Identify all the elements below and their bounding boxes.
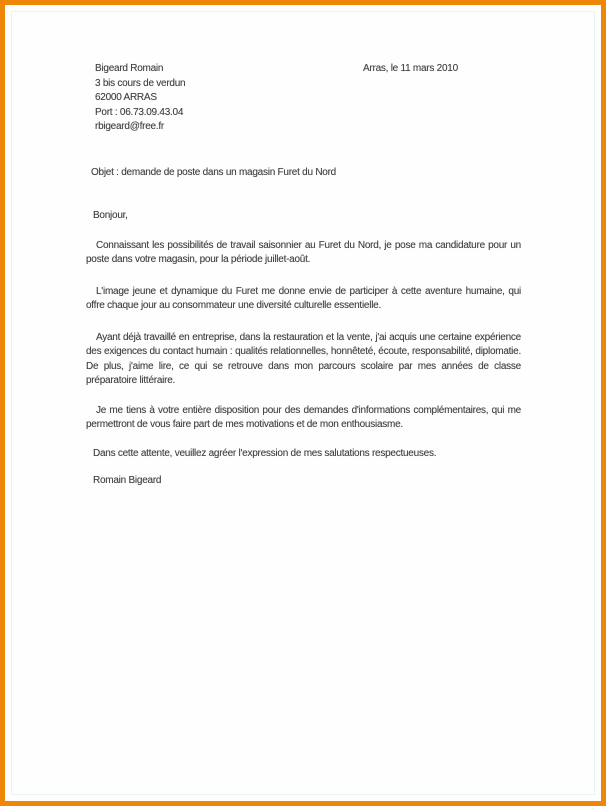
- letter-paragraph-2: L'image jeune et dynamique du Furet me donne envie de participer à cette aventure humaine, qui offre chaque jour au consommateur une diversité culturelle essentielle.: [86, 285, 521, 311]
- letter-subject: Objet : demande de poste dans un magasin Furet du Nord: [91, 166, 336, 178]
- letter-body: [5, 5, 601, 489]
- sender-phone: Port : 06.73.09.43.04: [95, 106, 184, 118]
- letter-signature: Romain Bigeard: [93, 475, 162, 486]
- sender-name: Bigeard Romain: [95, 63, 164, 74]
- letter-paragraph-1: Connaissant les possibilités de travail saisonnier au Furet du Nord, je pose ma candidature pour un poste dans votre magasin, pour la période juillet-août.: [86, 239, 521, 265]
- letter-paragraph-3: Ayant déjà travaillé en entreprise, dans la restauration et la vente, j'ai acquis une certaine expérience des exigences du contact humain : qualités relationnelles, honnêteté, écoute, responsabilité, diplomatie. De plus, j'aime lire, ce qui se retrouve dans mon parcours scolaire par mes années de classe préparatoire littéraire.: [86, 331, 521, 386]
- letter-closing: Dans cette attente, veuillez agréer l'expression de mes salutations respectueuses.: [93, 447, 437, 459]
- letter-date-place: Arras, le 11 mars 2010: [363, 63, 458, 74]
- letter-greeting: Bonjour,: [93, 210, 128, 221]
- letter-paragraph-4: Je me tiens à votre entière disposition pour des demandes d'informations complémentaires, qui me permettront de vous faire part de mes motivations et de mon enthousiasme.: [86, 404, 521, 430]
- sender-address-line2: 62000 ARRAS: [95, 92, 157, 103]
- sender-email: rbigeard@free.fr: [95, 121, 164, 132]
- sender-address-line1: 3 bis cours de verdun: [95, 77, 186, 89]
- letter-header: [95, 62, 521, 135]
